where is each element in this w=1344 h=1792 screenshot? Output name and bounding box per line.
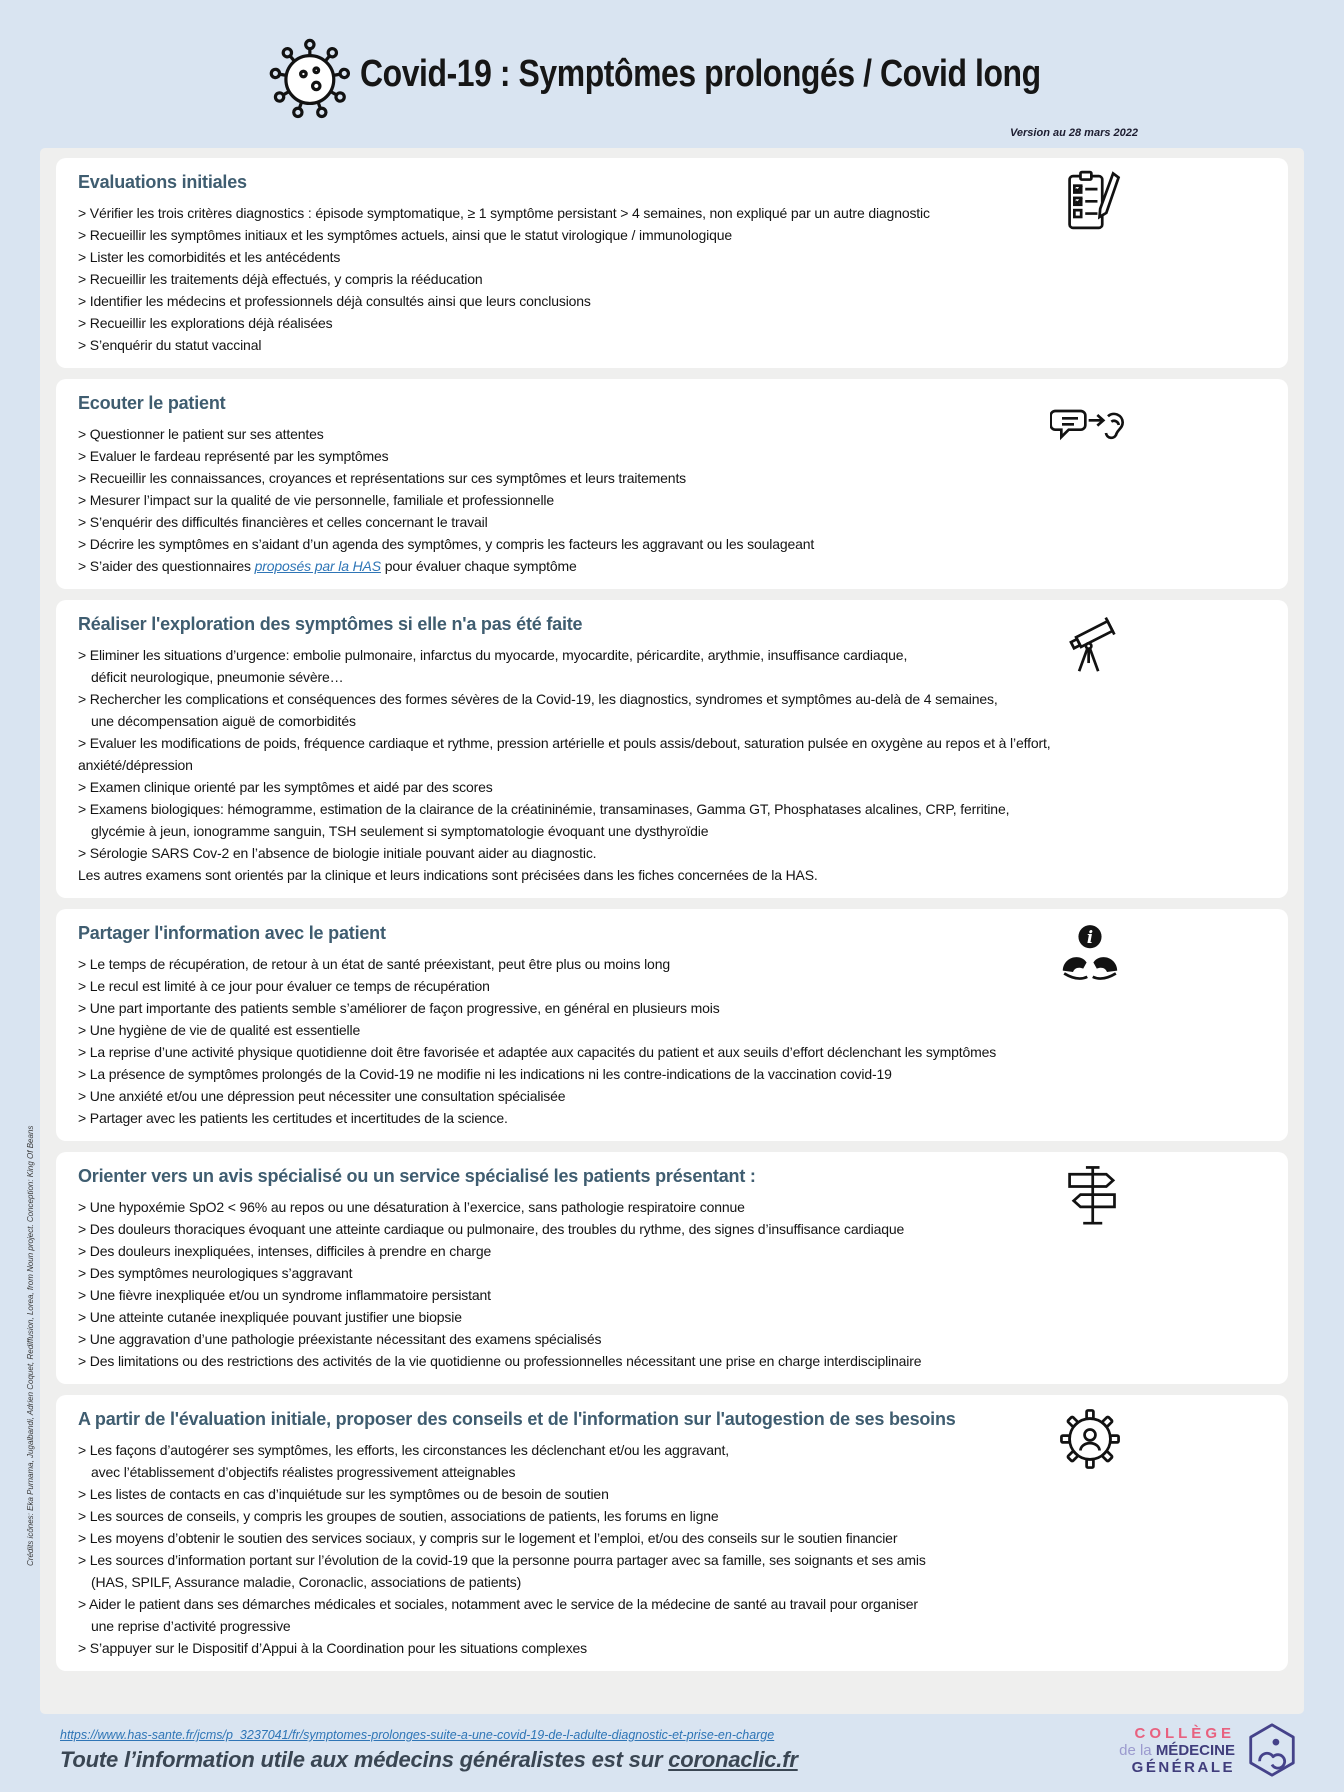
continuation-line: déficit neurologique, pneumonie sévère… bbox=[91, 669, 344, 685]
bullet-item: > Lister les comorbidités et les antécédents bbox=[78, 249, 341, 265]
section-items bbox=[78, 1197, 1108, 1371]
bullet-item: > La reprise d’une activité physique quotidienne doit être favorisée et adaptée aux capacités du patient et aux seuils d’effort déclenchant les symptômes bbox=[78, 1044, 997, 1060]
bullet-item: > Identifier les médecins et professionnels déjà consultés ainsi que leurs conclusions bbox=[78, 293, 591, 309]
section-partager bbox=[56, 909, 1288, 1141]
bullet-item: > Examen clinique orienté par les symptômes et aidé par des scores bbox=[78, 779, 493, 795]
tagline bbox=[60, 1747, 798, 1773]
credits-vertical-text: Crédits icônes: Eka Purnama, Jugalbandi, Adrien Coquet, Rediffusion, Lorea, from Noun project. Conception: King Of Beans bbox=[26, 1125, 35, 1566]
bullet-item: > Les sources de conseils, y compris les groupes de soutien, associations de patients, les forums en ligne bbox=[78, 1508, 719, 1524]
clipboard-check-icon bbox=[1050, 168, 1130, 236]
bullet-item: > S’appuyer sur le Dispositif d’Appui à la Coordination pour les situations complexes bbox=[78, 1640, 588, 1656]
bullet-item: > La présence de symptômes prolongés de la Covid-19 ne modifie ni les indications ni les contre-indications de la vaccination covid-19 bbox=[78, 1066, 892, 1082]
bullet-item: > S’aider des questionnaires proposés par la HAS pour évaluer chaque symptôme bbox=[78, 558, 577, 574]
bullet-item: > Partager avec les patients les certitudes et incertitudes de la science. bbox=[78, 1110, 508, 1126]
bullet-item: > Des symptômes neurologiques s’aggravant bbox=[78, 1265, 353, 1281]
bullet-item: > Aider le patient dans ses démarches médicales et sociales, notamment avec le service de la médecine de santé au travail pour organiser bbox=[78, 1596, 918, 1612]
has-questionnaires-link[interactable]: proposés par la HAS bbox=[254, 558, 381, 574]
section-orienter bbox=[56, 1152, 1288, 1384]
telescope-icon bbox=[1050, 610, 1130, 678]
bullet-item: > Une hypoxémie SpO2 < 96% au repos ou une désaturation à l’exercice, sans pathologie respiratoire connue bbox=[78, 1199, 745, 1215]
logo-medecine: MÉDECINE bbox=[1155, 1741, 1235, 1759]
signpost-icon bbox=[1050, 1162, 1130, 1230]
section-explorer bbox=[56, 600, 1288, 898]
section-title: A partir de l'évaluation initiale, proposer des conseils et de l'information sur l'autogestion de ses besoins bbox=[78, 1409, 956, 1429]
continuation-line: une reprise d’activité progressive bbox=[91, 1618, 291, 1634]
page-title: Covid-19 : Symptômes prolongés / Covid long bbox=[360, 52, 1041, 95]
bullet-item: > Le temps de récupération, de retour à un état de santé préexistant, peut être plus ou moins long bbox=[78, 956, 670, 972]
svg-text:i: i bbox=[1086, 927, 1094, 947]
cmg-logo-text bbox=[1119, 1725, 1235, 1776]
continuation-line: avec l’établissement d’objectifs réalistes progressivement atteignables bbox=[91, 1464, 516, 1480]
bullet-item: > S’enquérir du statut vaccinal bbox=[78, 337, 262, 353]
bullet-item: > Les façons d’autogérer ses symptômes, les efforts, les circonstances les déclenchant et/ou les aggravant, bbox=[78, 1442, 729, 1458]
header bbox=[262, 26, 1170, 122]
section-evaluations bbox=[56, 158, 1288, 368]
bullet-item: > Des douleurs inexpliquées, intenses, difficiles à prendre en charge bbox=[78, 1243, 492, 1259]
section-title: Evaluations initiales bbox=[78, 172, 247, 192]
continuation-line: glycémie à jeun, ionogramme sanguin, TSH seulement si symptomatologie évoquant une dysthyroïdie bbox=[91, 823, 709, 839]
bullet-item: > Eliminer les situations d’urgence: embolie pulmonaire, infarctus du myocarde, myocardite, péricardite, arythmie, insuffisance cardiaque, bbox=[78, 647, 908, 663]
continuation-line: (HAS, SPILF, Assurance maladie, Coronaclic, associations de patients) bbox=[91, 1574, 522, 1590]
bullet-item: > Les sources d’information portant sur l’évolution de la covid-19 que la personne pourra partager avec sa famille, ses soignants et ses amis bbox=[78, 1552, 926, 1568]
logo-college: COLLÈGE bbox=[1134, 1724, 1235, 1742]
virus-icon bbox=[262, 26, 354, 122]
sections-panel bbox=[40, 148, 1304, 1714]
bullet-item: > Une fièvre inexpliquée et/ou un syndrome inflammatoire persistant bbox=[78, 1287, 491, 1303]
bullet-item: > Vérifier les trois critères diagnostics : épisode symptomatique, ≥ 1 symptôme persistant > 4 semaines, non expliqué par un autre diagnostic bbox=[78, 205, 930, 221]
bullet-item: > S’enquérir des difficultés financières et celles concernant le travail bbox=[78, 514, 488, 530]
continuation-line: Les autres examens sont orientés par la clinique et leurs indications sont précisées dans les fiches concernées de la HAS. bbox=[78, 867, 818, 883]
section-items bbox=[78, 424, 1108, 576]
bullet-item: > Une aggravation d’une pathologie préexistante nécessitant des examens spécialisés bbox=[78, 1331, 602, 1347]
bullet-item: > Une anxiété et/ou une dépression peut nécessiter une consultation spécialisée bbox=[78, 1088, 566, 1104]
section-items bbox=[78, 203, 1108, 355]
section-title: Réaliser l'exploration des symptômes si elle n'a pas été faite bbox=[78, 614, 583, 634]
bullet-item: > Recueillir les explorations déjà réalisées bbox=[78, 315, 333, 331]
coronaclic-link[interactable]: coronaclic.fr bbox=[668, 1747, 798, 1772]
section-items bbox=[78, 954, 1108, 1128]
tagline-text: Toute l’information utile aux médecins généralistes est sur bbox=[60, 1747, 669, 1772]
bullet-item: > Examens biologiques: hémogramme, estimation de la clairance de la créatininémie, transaminases, Gamma GT, Phosphatases alcalines, CRP, ferritine, bbox=[78, 801, 1010, 817]
bullet-item: > Une hygiène de vie de qualité est essentielle bbox=[78, 1022, 361, 1038]
section-title: Partager l'information avec le patient bbox=[78, 923, 386, 943]
version-label: Version au 28 mars 2022 bbox=[1009, 127, 1138, 139]
section-items bbox=[78, 645, 1108, 885]
cmg-hexagon-icon bbox=[1244, 1720, 1300, 1780]
bullet-item: > Recueillir les connaissances, croyances et représentations sur ces symptômes et leurs traitements bbox=[78, 470, 687, 486]
bullet-item: > Sérologie SARS Cov-2 en l’absence de biologie initiale pouvant aider au diagnostic. bbox=[78, 845, 597, 861]
bullet-item: > Recueillir les symptômes initiaux et les symptômes actuels, ainsi que le statut virologique / immunologique bbox=[78, 227, 733, 243]
bullet-item: > Les moyens d’obtenir le soutien des services sociaux, y compris sur le logement et l’emploi, et/ou des conseils sur le soutien financier bbox=[78, 1530, 898, 1546]
bullet-item: > Le recul est limité à ce jour pour évaluer ce temps de récupération bbox=[78, 978, 490, 994]
bullet-item: > Une atteinte cutanée inexpliquée pouvant justifier une biopsie bbox=[78, 1309, 462, 1325]
section-items bbox=[78, 1440, 1108, 1658]
source-url-link[interactable]: https://www.has-sante.fr/jcms/p_3237041/fr/symptomes-prolonges-suite-a-une-covid-19-de-l-adulte-diagnostic-et-prise-en-charge bbox=[60, 1728, 775, 1742]
logo-generale: GÉNÉRALE bbox=[1131, 1758, 1235, 1776]
bullet-item: > Recueillir les traitements déjà effectués, y compris la rééducation bbox=[78, 271, 483, 287]
bullet-item: > Une part importante des patients semble s’améliorer de façon progressive, en général en plusieurs mois bbox=[78, 1000, 720, 1016]
bullet-item: > Rechercher les complications et conséquences des formes sévères de la Covid-19, les diagnostics, syndromes et symptômes au-delà de 4 semaines, bbox=[78, 691, 998, 707]
info-hands-icon bbox=[1050, 919, 1130, 987]
bullet-item: > Evaluer les modifications de poids, fréquence cardiaque et rythme, pression artérielle et pouls assis/debout, saturation pulsée en oxygène au repos et à l’effort, bbox=[78, 735, 1051, 751]
bullet-item: > Evaluer le fardeau représenté par les symptômes bbox=[78, 448, 389, 464]
gear-person-icon bbox=[1050, 1405, 1130, 1473]
section-title: Ecouter le patient bbox=[78, 393, 226, 413]
bullet-item: > Décrire les symptômes en s’aidant d’un agenda des symptômes, y compris les facteurs les aggravant ou les soulageant bbox=[78, 536, 815, 552]
bullet-item: > Questionner le patient sur ses attentes bbox=[78, 426, 324, 442]
section-autogestion bbox=[56, 1395, 1288, 1671]
continuation-line: une décompensation aiguë de comorbidités bbox=[91, 713, 356, 729]
bullet-item: > Mesurer l’impact sur la qualité de vie personnelle, familiale et professionnelle bbox=[78, 492, 555, 508]
cmg-logo bbox=[1119, 1720, 1300, 1780]
listen-ear-icon bbox=[1050, 389, 1130, 457]
bullet-item: > Des douleurs thoraciques évoquant une atteinte cardiaque ou pulmonaire, des troubles du rythme, des signes d’insuffisance cardiaque bbox=[78, 1221, 905, 1237]
continuation-line: anxiété/dépression bbox=[78, 757, 193, 773]
section-ecouter bbox=[56, 379, 1288, 589]
bullet-item: > Les listes de contacts en cas d’inquiétude sur les symptômes ou de besoin de soutien bbox=[78, 1486, 609, 1502]
section-title: Orienter vers un avis spécialisé ou un service spécialisé les patients présentant : bbox=[78, 1166, 756, 1186]
logo-dela: de la bbox=[1119, 1741, 1152, 1759]
bullet-item: > Des limitations ou des restrictions des activités de la vie quotidienne ou professionnelles nécessitant une prise en charge interdisciplinaire bbox=[78, 1353, 922, 1369]
